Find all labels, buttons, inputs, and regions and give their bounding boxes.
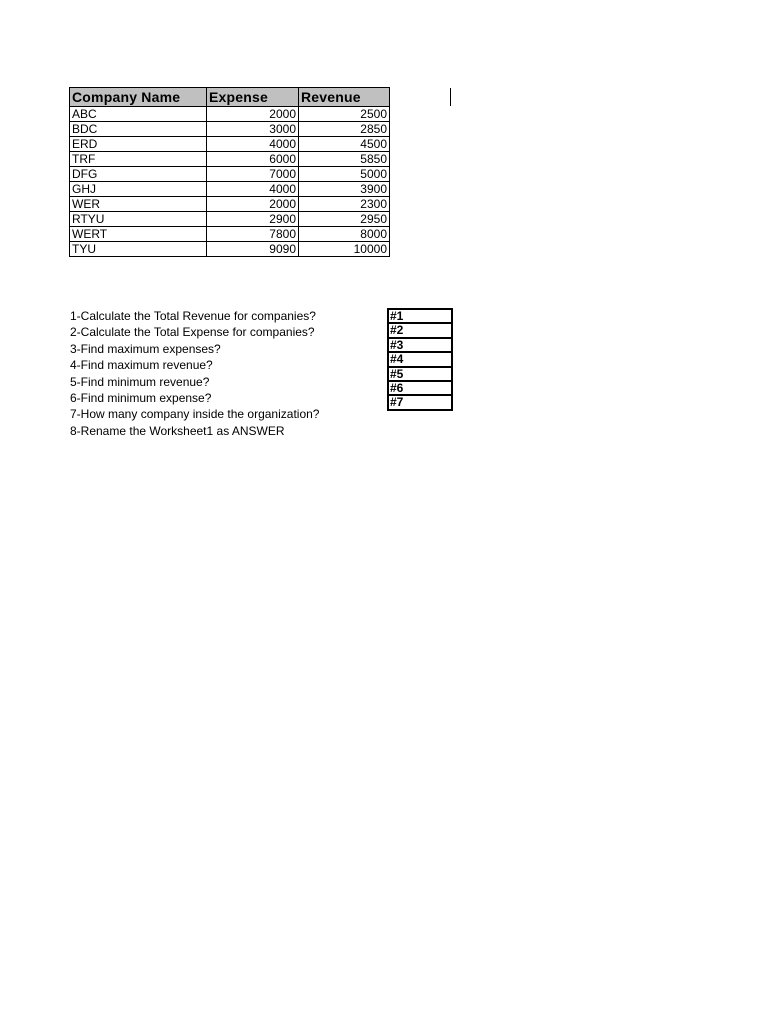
revenue-cell[interactable]: 4500: [299, 137, 390, 152]
expense-cell[interactable]: 2000: [207, 107, 299, 122]
company-name-cell[interactable]: TYU: [70, 242, 207, 257]
expense-cell[interactable]: 4000: [207, 182, 299, 197]
revenue-cell[interactable]: 2300: [299, 197, 390, 212]
expense-cell[interactable]: 2000: [207, 197, 299, 212]
revenue-cell[interactable]: 2950: [299, 212, 390, 227]
table-row: [70, 122, 390, 137]
table-row: [70, 107, 390, 122]
table-row: [70, 167, 390, 182]
expense-cell[interactable]: 7800: [207, 227, 299, 242]
question-item[interactable]: 8-Rename the Worksheet1 as ANSWER: [70, 423, 285, 438]
answer-cell[interactable]: #7: [388, 395, 452, 409]
expense-cell[interactable]: 6000: [207, 152, 299, 167]
revenue-cell[interactable]: 3900: [299, 182, 390, 197]
table-row: [70, 137, 390, 152]
table-row: [70, 197, 390, 212]
answer-row: [388, 309, 452, 323]
question-item[interactable]: 5-Find minimum revenue?: [70, 374, 210, 389]
expense-cell[interactable]: 9090: [207, 242, 299, 257]
answer-row: [388, 352, 452, 366]
table-row: [70, 152, 390, 167]
question-item[interactable]: 3-Find maximum expenses?: [70, 341, 221, 356]
company-name-cell[interactable]: ABC: [70, 107, 207, 122]
answer-cell[interactable]: #4: [388, 352, 452, 366]
text-cursor: [450, 88, 451, 106]
table-row: [70, 212, 390, 227]
answer-row: [388, 323, 452, 337]
company-name-cell[interactable]: WERT: [70, 227, 207, 242]
company-name-cell[interactable]: WER: [70, 197, 207, 212]
question-item[interactable]: 7-How many company inside the organization?: [70, 407, 320, 422]
answer-cell[interactable]: #6: [388, 381, 452, 395]
question-item[interactable]: 4-Find maximum revenue?: [70, 358, 213, 373]
company-name-cell[interactable]: BDC: [70, 122, 207, 137]
revenue-cell[interactable]: 2500: [299, 107, 390, 122]
table-row: [70, 242, 390, 257]
answer-row: [388, 395, 452, 409]
company-name-cell[interactable]: RTYU: [70, 212, 207, 227]
answer-cell[interactable]: #3: [388, 338, 452, 352]
expense-cell[interactable]: 4000: [207, 137, 299, 152]
revenue-cell[interactable]: 2850: [299, 122, 390, 137]
header-revenue[interactable]: Revenue: [299, 88, 390, 107]
answer-cell[interactable]: #1: [388, 309, 452, 323]
answer-row: [388, 381, 452, 395]
company-name-cell[interactable]: DFG: [70, 167, 207, 182]
expense-cell[interactable]: 7000: [207, 167, 299, 182]
answer-cell[interactable]: #2: [388, 323, 452, 337]
company-name-cell[interactable]: TRF: [70, 152, 207, 167]
questions-list: [70, 308, 390, 439]
answer-row: [388, 367, 452, 381]
table-header-row: [70, 88, 390, 107]
question-item[interactable]: 1-Calculate the Total Revenue for companies?: [70, 309, 316, 323]
revenue-cell[interactable]: 10000: [299, 242, 390, 257]
answer-cell[interactable]: #5: [388, 367, 452, 381]
answer-boxes: [387, 308, 453, 411]
expense-cell[interactable]: 3000: [207, 122, 299, 137]
company-name-cell[interactable]: ERD: [70, 137, 207, 152]
company-data-table: [69, 87, 390, 257]
table-row: [70, 227, 390, 242]
table-row: [70, 182, 390, 197]
revenue-cell[interactable]: 8000: [299, 227, 390, 242]
expense-cell[interactable]: 2900: [207, 212, 299, 227]
revenue-cell[interactable]: 5850: [299, 152, 390, 167]
answer-row: [388, 338, 452, 352]
header-expense[interactable]: Expense: [207, 88, 299, 107]
company-name-cell[interactable]: GHJ: [70, 182, 207, 197]
question-item[interactable]: 2-Calculate the Total Expense for companies?: [70, 325, 315, 340]
question-item[interactable]: 6-Find minimum expense?: [70, 390, 212, 405]
header-company-name[interactable]: Company Name: [70, 88, 207, 107]
revenue-cell[interactable]: 5000: [299, 167, 390, 182]
